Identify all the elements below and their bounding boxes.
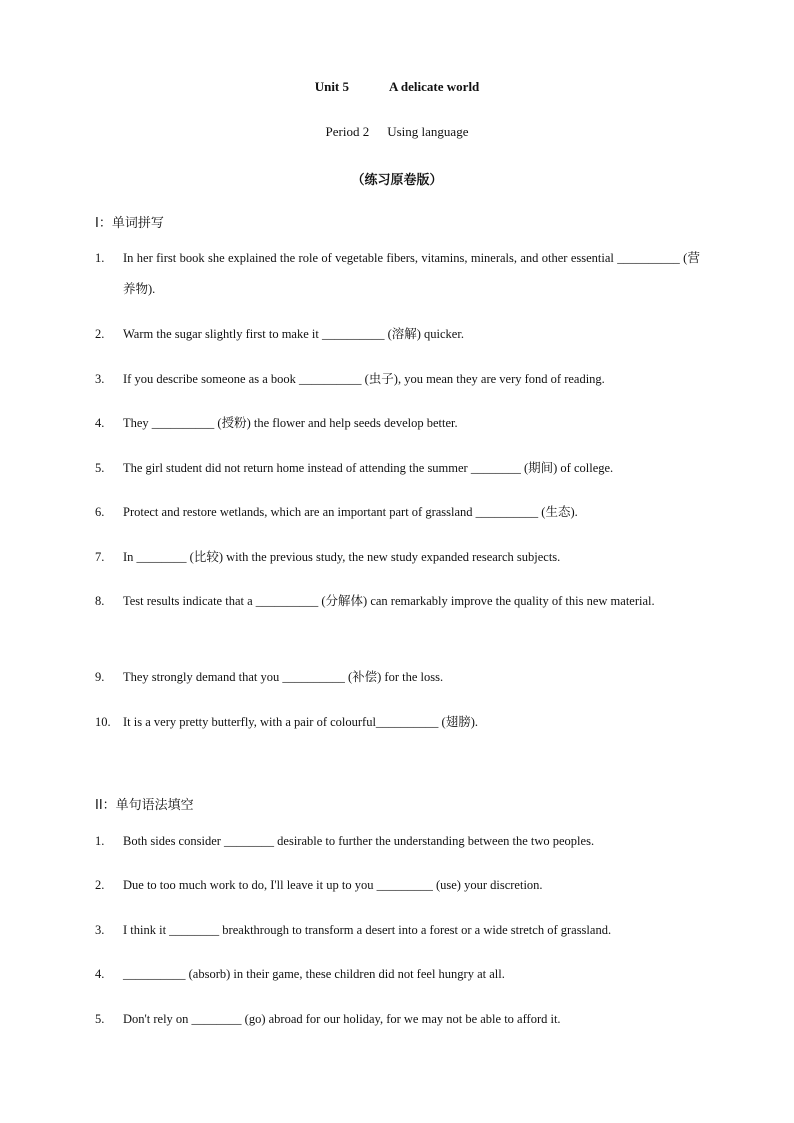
- item-number: 4.: [95, 967, 105, 981]
- section1-item-7: [95, 542, 700, 573]
- item-text: Don't rely on ________ (go) abroad for our holiday, for we may not be able to afford it.: [123, 1012, 561, 1026]
- section1-item-5: [95, 453, 700, 484]
- section2-item-2: [95, 870, 700, 901]
- item-text: The girl student did not return home instead of attending the summer ________ (期间) of college.: [123, 461, 614, 475]
- period-title-line: [0, 124, 794, 140]
- section1-item-3: [95, 364, 700, 395]
- item-text: They strongly demand that you __________ (补偿) for the loss.: [123, 670, 444, 684]
- item-number: 3.: [95, 372, 105, 386]
- item-text: They __________ (授粉) the flower and help seeds develop better.: [123, 416, 458, 430]
- item-text: I think it ________ breakthrough to transform a desert into a forest or a wide stretch of grassland.: [123, 923, 612, 937]
- item-number: 2.: [95, 327, 105, 341]
- item-number: 4.: [95, 416, 105, 430]
- item-text: It is a very pretty butterfly, with a pair of colourful__________ (翅膀).: [123, 715, 479, 729]
- unit-title: A delicate world: [389, 79, 480, 94]
- item-text: Both sides consider ________ desirable to further the understanding between the two peoples.: [123, 834, 595, 848]
- item-text: Due to too much work to do, I'll leave it up to you _________ (use) your discretion.: [123, 878, 543, 892]
- item-number: 5.: [95, 461, 105, 475]
- item-text: Protect and restore wetlands, which are an important part of grassland __________ (生态).: [123, 505, 578, 519]
- item-text: If you describe someone as a book __________ (虫子), you mean they are very fond of reading.: [123, 372, 605, 386]
- item-number: 2.: [95, 878, 105, 892]
- item-text: __________ (absorb) in their game, these children did not feel hungry at all.: [123, 967, 505, 981]
- section1-item-8: [95, 586, 700, 617]
- item-text: In her first book she explained the role of vegetable fibers, vitamins, minerals, and other essential __________ (营养物).: [123, 251, 700, 296]
- item-number: 8.: [95, 594, 105, 608]
- item-number: 6.: [95, 505, 105, 519]
- section2-item-5: [95, 1004, 700, 1035]
- item-number: 9.: [95, 670, 105, 684]
- unit-title-line: [0, 79, 794, 95]
- section1-item-9: [95, 662, 700, 693]
- unit-label: Unit 5: [314, 79, 350, 94]
- section1-heading: I：单词拼写: [95, 216, 164, 231]
- section2-item-4: [95, 959, 700, 990]
- section2-item-3: [95, 915, 700, 946]
- section2-heading: II：单句语法填空: [95, 798, 194, 813]
- section1-item-2: [95, 319, 700, 350]
- section1-item-1: [95, 243, 700, 305]
- item-number: 10.: [95, 715, 111, 729]
- period-label: Period 2: [325, 124, 370, 139]
- item-number: 5.: [95, 1012, 105, 1026]
- item-number: 7.: [95, 550, 105, 564]
- item-number: 1.: [95, 834, 105, 848]
- item-text: Test results indicate that a __________ (分解体) can remarkably improve the quality of this new material.: [123, 594, 655, 608]
- item-number: 3.: [95, 923, 105, 937]
- version-label: （练习原卷版）: [351, 173, 443, 188]
- period-title: Using language: [387, 124, 469, 139]
- section1-item-6: [95, 497, 700, 528]
- item-number: 1.: [95, 251, 105, 265]
- item-text: Warm the sugar slightly first to make it __________ (溶解) quicker.: [123, 327, 464, 341]
- section1-item-10: [95, 707, 700, 738]
- section1-item-4: [95, 408, 700, 439]
- section2-item-1: [95, 826, 700, 857]
- item-text: In ________ (比较) with the previous study, the new study expanded research subjects.: [123, 550, 561, 564]
